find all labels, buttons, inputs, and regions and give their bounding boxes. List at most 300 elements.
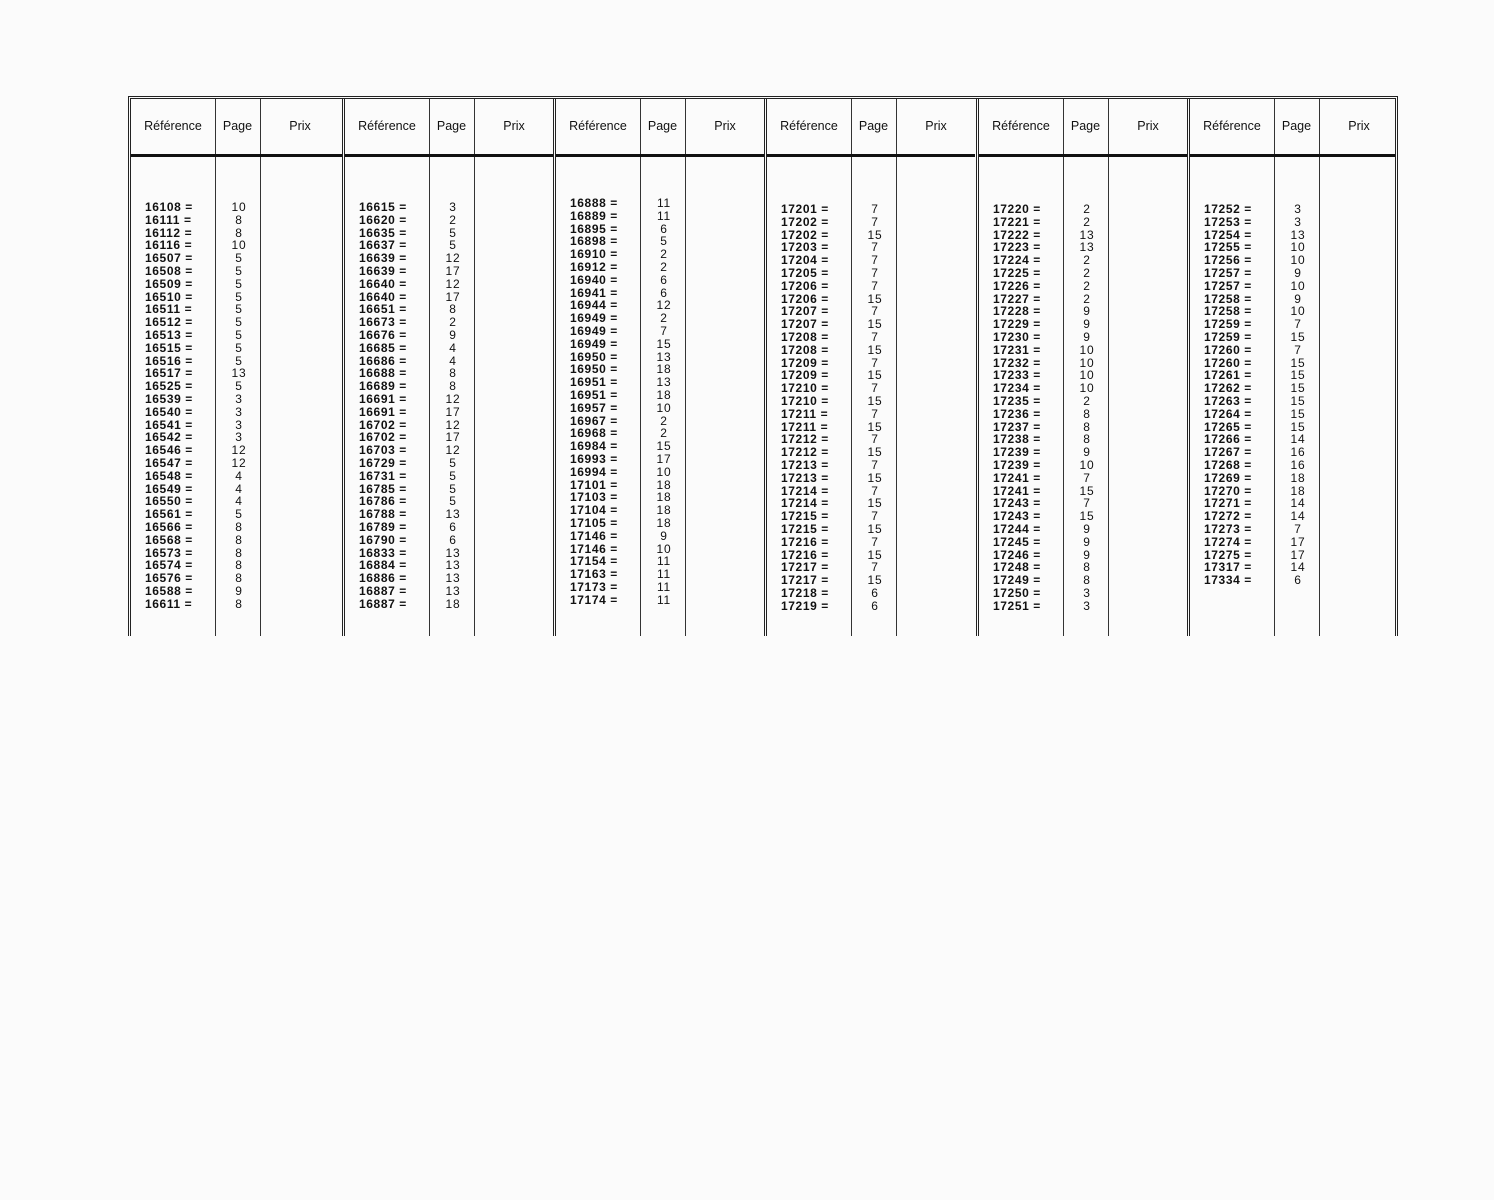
page-number: 5 bbox=[235, 302, 243, 317]
reference-number: 16116 = bbox=[145, 238, 193, 253]
table-row bbox=[979, 331, 1187, 344]
reference-number: 17272 = bbox=[1204, 509, 1252, 524]
page-number: 2 bbox=[660, 426, 668, 441]
page-number: 12 bbox=[445, 276, 461, 291]
reference-number: 17270 = bbox=[1204, 483, 1252, 498]
header-prix: Prix bbox=[503, 119, 525, 133]
table-row bbox=[767, 280, 975, 293]
page-number: 11 bbox=[656, 196, 672, 210]
table-row bbox=[767, 331, 975, 344]
page-number: 8 bbox=[1083, 419, 1091, 434]
page-number: 11 bbox=[656, 592, 672, 607]
page-number: 17 bbox=[1290, 534, 1306, 549]
reference-number: 17207 = bbox=[781, 304, 829, 319]
page-number: 7 bbox=[871, 457, 879, 472]
table-row bbox=[1190, 267, 1395, 280]
page-number: 8 bbox=[235, 212, 243, 227]
page-number: 8 bbox=[1083, 406, 1091, 421]
reference-number: 16957 = bbox=[570, 400, 618, 415]
table-row bbox=[556, 517, 764, 530]
reference-number: 17219 = bbox=[781, 598, 829, 613]
table-body bbox=[979, 203, 1187, 613]
page-number: 7 bbox=[871, 534, 879, 549]
reference-number: 16574 = bbox=[145, 558, 193, 573]
reference-number: 17206 = bbox=[781, 291, 829, 306]
page-number: 15 bbox=[867, 496, 883, 511]
table-row bbox=[979, 459, 1187, 472]
table-header bbox=[556, 99, 764, 157]
table-row bbox=[345, 201, 553, 214]
page-number: 9 bbox=[660, 528, 668, 543]
reference-number: 17229 = bbox=[993, 317, 1041, 332]
page-number: 9 bbox=[1083, 547, 1091, 562]
reference-number: 16508 = bbox=[145, 263, 193, 278]
reference-number: 16729 = bbox=[359, 455, 407, 470]
page-number: 5 bbox=[449, 468, 457, 483]
reference-number: 17214 = bbox=[781, 496, 829, 511]
reference-number: 17202 = bbox=[781, 227, 829, 242]
table-row bbox=[767, 472, 975, 485]
page-number: 2 bbox=[1083, 265, 1091, 280]
table-row bbox=[345, 534, 553, 547]
page-number: 4 bbox=[235, 481, 243, 496]
page-number: 13 bbox=[1079, 240, 1095, 255]
reference-number: 16790 = bbox=[359, 532, 407, 547]
reference-number: 16884 = bbox=[359, 558, 407, 573]
reference-number: 17239 = bbox=[993, 457, 1041, 472]
reference-number: 16950 = bbox=[570, 362, 618, 377]
page-number: 5 bbox=[449, 494, 457, 509]
reference-number: 16615 = bbox=[359, 200, 407, 214]
page-number: 15 bbox=[1290, 393, 1306, 408]
page-number: 12 bbox=[231, 455, 247, 470]
table-body bbox=[556, 197, 764, 607]
page-number: 18 bbox=[656, 503, 672, 518]
page-number: 17 bbox=[445, 430, 461, 445]
reference-number: 17225 = bbox=[993, 265, 1041, 280]
page-number: 2 bbox=[449, 315, 457, 330]
page-number: 2 bbox=[1083, 393, 1091, 408]
reference-number: 16994 = bbox=[570, 464, 618, 479]
page-number: 13 bbox=[1079, 227, 1095, 242]
table-row bbox=[556, 402, 764, 415]
reference-number: 17244 = bbox=[993, 521, 1041, 536]
table-row bbox=[345, 508, 553, 521]
reference-number: 17228 = bbox=[993, 304, 1041, 319]
table-row bbox=[556, 504, 764, 517]
page-number: 18 bbox=[1290, 470, 1306, 485]
page-number: 15 bbox=[656, 439, 672, 454]
table-row bbox=[556, 274, 764, 287]
page-number: 5 bbox=[235, 379, 243, 394]
table-row bbox=[1190, 536, 1395, 549]
table-row bbox=[1190, 280, 1395, 293]
reference-number: 16950 = bbox=[570, 349, 618, 364]
table-row bbox=[345, 393, 553, 406]
page-number: 10 bbox=[1079, 342, 1095, 357]
page-number: 8 bbox=[235, 532, 243, 547]
page-number: 8 bbox=[449, 302, 457, 317]
header-page: Page bbox=[222, 119, 253, 133]
page-number: 5 bbox=[449, 238, 457, 253]
column-group-3 bbox=[553, 99, 764, 636]
table-row bbox=[131, 265, 342, 278]
page-number: 11 bbox=[656, 579, 672, 594]
reference-number: 17260 = bbox=[1204, 342, 1252, 357]
table-header bbox=[979, 99, 1187, 157]
reference-number: 16640 = bbox=[359, 289, 407, 304]
table-header bbox=[131, 99, 342, 157]
page-number: 3 bbox=[1083, 598, 1091, 613]
page-number: 4 bbox=[235, 468, 243, 483]
reference-number: 17173 = bbox=[570, 579, 618, 594]
page-number: 6 bbox=[871, 585, 879, 600]
table-header bbox=[767, 99, 975, 157]
reference-number: 17222 = bbox=[993, 227, 1041, 242]
page-number: 18 bbox=[1290, 483, 1306, 498]
table-row bbox=[131, 278, 342, 291]
reference-number: 16731 = bbox=[359, 468, 407, 483]
table-row bbox=[131, 201, 342, 214]
page-number: 7 bbox=[871, 304, 879, 319]
table-row bbox=[1190, 331, 1395, 344]
page-number: 12 bbox=[445, 417, 461, 432]
page-number: 9 bbox=[1083, 304, 1091, 319]
page-number: 7 bbox=[871, 329, 879, 344]
reference-number: 17202 = bbox=[781, 214, 829, 229]
table-row bbox=[556, 210, 764, 223]
table-row bbox=[556, 389, 764, 402]
table-row bbox=[767, 523, 975, 536]
reference-number: 16685 = bbox=[359, 340, 407, 355]
reference-number: 17245 = bbox=[993, 534, 1041, 549]
table-body bbox=[345, 201, 553, 611]
reference-number: 17103 = bbox=[570, 490, 618, 505]
table-row bbox=[979, 600, 1187, 613]
reference-number: 16898 = bbox=[570, 234, 618, 249]
reference-number: 16951 = bbox=[570, 387, 618, 402]
reference-number: 16951 = bbox=[570, 375, 618, 390]
reference-number: 16889 = bbox=[570, 208, 618, 223]
reference-number: 16639 = bbox=[359, 251, 407, 266]
reference-number: 16548 = bbox=[145, 468, 193, 483]
table-row bbox=[131, 572, 342, 585]
table-row bbox=[345, 470, 553, 483]
reference-number: 16912 = bbox=[570, 259, 618, 274]
page-number: 15 bbox=[867, 291, 883, 306]
reference-number: 16112 = bbox=[145, 225, 193, 240]
reference-number: 17274 = bbox=[1204, 534, 1252, 549]
page-number: 10 bbox=[1290, 278, 1306, 293]
table-row bbox=[767, 574, 975, 587]
reference-number: 17260 = bbox=[1204, 355, 1252, 370]
reference-number: 16515 = bbox=[145, 340, 193, 355]
page-number: 12 bbox=[445, 391, 461, 406]
page-number: 4 bbox=[449, 340, 457, 355]
page-number: 3 bbox=[235, 417, 243, 432]
reference-number: 16910 = bbox=[570, 247, 618, 262]
reference-number: 17215 = bbox=[781, 509, 829, 524]
table-row bbox=[556, 453, 764, 466]
page-number: 7 bbox=[871, 265, 879, 280]
reference-number: 17236 = bbox=[993, 406, 1041, 421]
price-reference-table bbox=[128, 96, 1398, 636]
page-number: 15 bbox=[867, 470, 883, 485]
page-number: 12 bbox=[656, 298, 672, 313]
reference-number: 16888 = bbox=[570, 196, 618, 210]
reference-number: 16688 = bbox=[359, 366, 407, 381]
reference-number: 17254 = bbox=[1204, 227, 1252, 242]
page-number: 7 bbox=[871, 202, 879, 216]
page-number: 13 bbox=[445, 507, 461, 522]
table-row bbox=[979, 395, 1187, 408]
page-number: 3 bbox=[235, 430, 243, 445]
column-group-6 bbox=[1187, 99, 1395, 636]
page-number: 8 bbox=[1083, 432, 1091, 447]
reference-number: 17267 = bbox=[1204, 445, 1252, 460]
reference-number: 17217 = bbox=[781, 573, 829, 588]
reference-number: 17262 = bbox=[1204, 381, 1252, 396]
page-number: 9 bbox=[1083, 445, 1091, 460]
page-number: 7 bbox=[871, 278, 879, 293]
reference-number: 17263 = bbox=[1204, 393, 1252, 408]
reference-number: 16786 = bbox=[359, 494, 407, 509]
table-row bbox=[1190, 408, 1395, 421]
table-row bbox=[556, 594, 764, 607]
reference-number: 17248 = bbox=[993, 560, 1041, 575]
table-row bbox=[1190, 395, 1395, 408]
table-row bbox=[131, 585, 342, 598]
table-row bbox=[1190, 472, 1395, 485]
reference-number: 16541 = bbox=[145, 417, 193, 432]
reference-number: 17232 = bbox=[993, 355, 1041, 370]
table-row bbox=[979, 267, 1187, 280]
page-number: 13 bbox=[656, 375, 672, 390]
table-row bbox=[767, 510, 975, 523]
reference-number: 17216 = bbox=[781, 534, 829, 549]
page-number: 18 bbox=[656, 387, 672, 402]
page-number: 10 bbox=[1079, 381, 1095, 396]
table-row bbox=[979, 587, 1187, 600]
reference-number: 17146 = bbox=[570, 541, 618, 556]
reference-number: 17154 = bbox=[570, 554, 618, 569]
header-reference: Référence bbox=[144, 119, 202, 133]
reference-number: 17234 = bbox=[993, 381, 1041, 396]
page-number: 6 bbox=[1294, 573, 1302, 588]
page-number: 2 bbox=[1083, 202, 1091, 216]
page-number: 2 bbox=[1083, 278, 1091, 293]
reference-number: 17101 = bbox=[570, 477, 618, 492]
reference-number: 17218 = bbox=[781, 585, 829, 600]
page-number: 8 bbox=[449, 379, 457, 394]
page-number: 3 bbox=[449, 200, 457, 214]
column-group-5 bbox=[976, 99, 1187, 636]
reference-number: 17208 = bbox=[781, 329, 829, 344]
reference-number: 16611 = bbox=[145, 596, 193, 611]
page-number: 7 bbox=[1083, 470, 1091, 485]
table-row bbox=[345, 278, 553, 291]
table-row bbox=[767, 408, 975, 421]
reference-number: 17212 = bbox=[781, 445, 829, 460]
page-number: 18 bbox=[656, 515, 672, 530]
page-number: 4 bbox=[449, 353, 457, 368]
reference-number: 17250 = bbox=[993, 585, 1041, 600]
table-row bbox=[1190, 510, 1395, 523]
reference-number: 16637 = bbox=[359, 238, 407, 253]
table-row bbox=[767, 587, 975, 600]
table-row bbox=[1190, 523, 1395, 536]
reference-number: 16944 = bbox=[570, 298, 618, 313]
page-number: 8 bbox=[235, 596, 243, 611]
reference-number: 16640 = bbox=[359, 276, 407, 291]
reference-number: 17252 = bbox=[1204, 202, 1252, 216]
header-page: Page bbox=[436, 119, 467, 133]
table-row bbox=[979, 472, 1187, 485]
reference-number: 16550 = bbox=[145, 494, 193, 509]
reference-number: 17256 = bbox=[1204, 253, 1252, 268]
table-row bbox=[131, 598, 342, 611]
reference-number: 17216 = bbox=[781, 547, 829, 562]
page-number: 18 bbox=[656, 490, 672, 505]
page-number: 5 bbox=[235, 507, 243, 522]
page-number: 5 bbox=[235, 353, 243, 368]
reference-number: 17226 = bbox=[993, 278, 1041, 293]
reference-number: 17334 = bbox=[1204, 573, 1252, 588]
table-row bbox=[767, 216, 975, 229]
reference-number: 17246 = bbox=[993, 547, 1041, 562]
reference-number: 17104 = bbox=[570, 503, 618, 518]
table-row bbox=[556, 568, 764, 581]
page-number: 10 bbox=[231, 200, 247, 214]
table-row bbox=[979, 203, 1187, 216]
header-page: Page bbox=[1281, 119, 1312, 133]
reference-number: 16516 = bbox=[145, 353, 193, 368]
reference-number: 16887 = bbox=[359, 583, 407, 598]
page-number: 11 bbox=[656, 554, 672, 569]
page-number: 2 bbox=[660, 413, 668, 428]
table-row bbox=[767, 344, 975, 357]
reference-number: 17243 = bbox=[993, 496, 1041, 511]
page-number: 5 bbox=[235, 315, 243, 330]
page-number: 6 bbox=[660, 285, 668, 300]
page-number: 10 bbox=[1079, 355, 1095, 370]
page-number: 10 bbox=[231, 238, 247, 253]
reference-number: 16566 = bbox=[145, 519, 193, 534]
reference-number: 17221 = bbox=[993, 214, 1041, 229]
page-number: 15 bbox=[1290, 406, 1306, 421]
page-number: 9 bbox=[1083, 534, 1091, 549]
reference-number: 17211 = bbox=[781, 419, 829, 434]
header-page: Page bbox=[647, 119, 678, 133]
page-number: 3 bbox=[1294, 214, 1302, 229]
page-number: 7 bbox=[871, 560, 879, 575]
table-body bbox=[1190, 203, 1395, 587]
reference-number: 16967 = bbox=[570, 413, 618, 428]
page-number: 8 bbox=[235, 571, 243, 586]
page-number: 10 bbox=[1290, 253, 1306, 268]
reference-number: 16588 = bbox=[145, 583, 193, 598]
table-row bbox=[979, 510, 1187, 523]
page-number: 14 bbox=[1290, 496, 1306, 511]
table-row bbox=[345, 265, 553, 278]
page-number: 17 bbox=[445, 289, 461, 304]
reference-number: 17217 = bbox=[781, 560, 829, 575]
table-row bbox=[767, 395, 975, 408]
reference-number: 16639 = bbox=[359, 263, 407, 278]
reference-number: 16539 = bbox=[145, 391, 193, 406]
header-reference: Référence bbox=[1203, 119, 1261, 133]
reference-number: 16573 = bbox=[145, 545, 193, 560]
page-number: 11 bbox=[656, 567, 672, 582]
reference-number: 17266 = bbox=[1204, 432, 1252, 447]
page-number: 10 bbox=[656, 464, 672, 479]
header-prix: Prix bbox=[1348, 119, 1370, 133]
reference-number: 16108 = bbox=[145, 200, 193, 214]
page-number: 10 bbox=[1079, 368, 1095, 383]
table-row bbox=[131, 534, 342, 547]
page-number: 5 bbox=[660, 234, 668, 249]
table-row bbox=[345, 598, 553, 611]
page-number: 7 bbox=[871, 240, 879, 255]
reference-number: 17211 = bbox=[781, 406, 829, 421]
page-number: 9 bbox=[235, 583, 243, 598]
reference-number: 17275 = bbox=[1204, 547, 1252, 562]
table-row bbox=[1190, 574, 1395, 587]
page-number: 12 bbox=[445, 251, 461, 266]
page-number: 2 bbox=[660, 311, 668, 326]
reference-number: 17257 = bbox=[1204, 265, 1252, 280]
reference-number: 16886 = bbox=[359, 571, 407, 586]
header-prix: Prix bbox=[1137, 119, 1159, 133]
page-number: 17 bbox=[445, 404, 461, 419]
reference-number: 17241 = bbox=[993, 470, 1041, 485]
page-number: 15 bbox=[1079, 483, 1095, 498]
page-number: 6 bbox=[660, 272, 668, 287]
table-row bbox=[345, 214, 553, 227]
reference-number: 17206 = bbox=[781, 278, 829, 293]
reference-number: 17253 = bbox=[1204, 214, 1252, 229]
reference-number: 16691 = bbox=[359, 404, 407, 419]
page-number: 8 bbox=[235, 519, 243, 534]
reference-number: 16702 = bbox=[359, 430, 407, 445]
table-row bbox=[979, 216, 1187, 229]
reference-number: 17265 = bbox=[1204, 419, 1252, 434]
reference-number: 17257 = bbox=[1204, 278, 1252, 293]
page-number: 13 bbox=[231, 366, 247, 381]
reference-number: 17105 = bbox=[570, 515, 618, 530]
page-number: 15 bbox=[867, 393, 883, 408]
reference-number: 17261 = bbox=[1204, 368, 1252, 383]
reference-number: 17163 = bbox=[570, 567, 618, 582]
table-row bbox=[345, 585, 553, 598]
reference-number: 16510 = bbox=[145, 289, 193, 304]
page-number: 5 bbox=[449, 481, 457, 496]
table-row bbox=[767, 459, 975, 472]
table-row bbox=[1190, 216, 1395, 229]
page-number: 7 bbox=[871, 253, 879, 268]
table-row bbox=[979, 574, 1187, 587]
page-number: 13 bbox=[1290, 227, 1306, 242]
page-number: 7 bbox=[871, 406, 879, 421]
reference-number: 16507 = bbox=[145, 251, 193, 266]
reference-number: 17235 = bbox=[993, 393, 1041, 408]
reference-number: 17223 = bbox=[993, 240, 1041, 255]
header-reference: Référence bbox=[780, 119, 838, 133]
reference-number: 16941 = bbox=[570, 285, 618, 300]
reference-number: 16512 = bbox=[145, 315, 193, 330]
page-number: 15 bbox=[867, 445, 883, 460]
reference-number: 16111 = bbox=[145, 212, 192, 227]
